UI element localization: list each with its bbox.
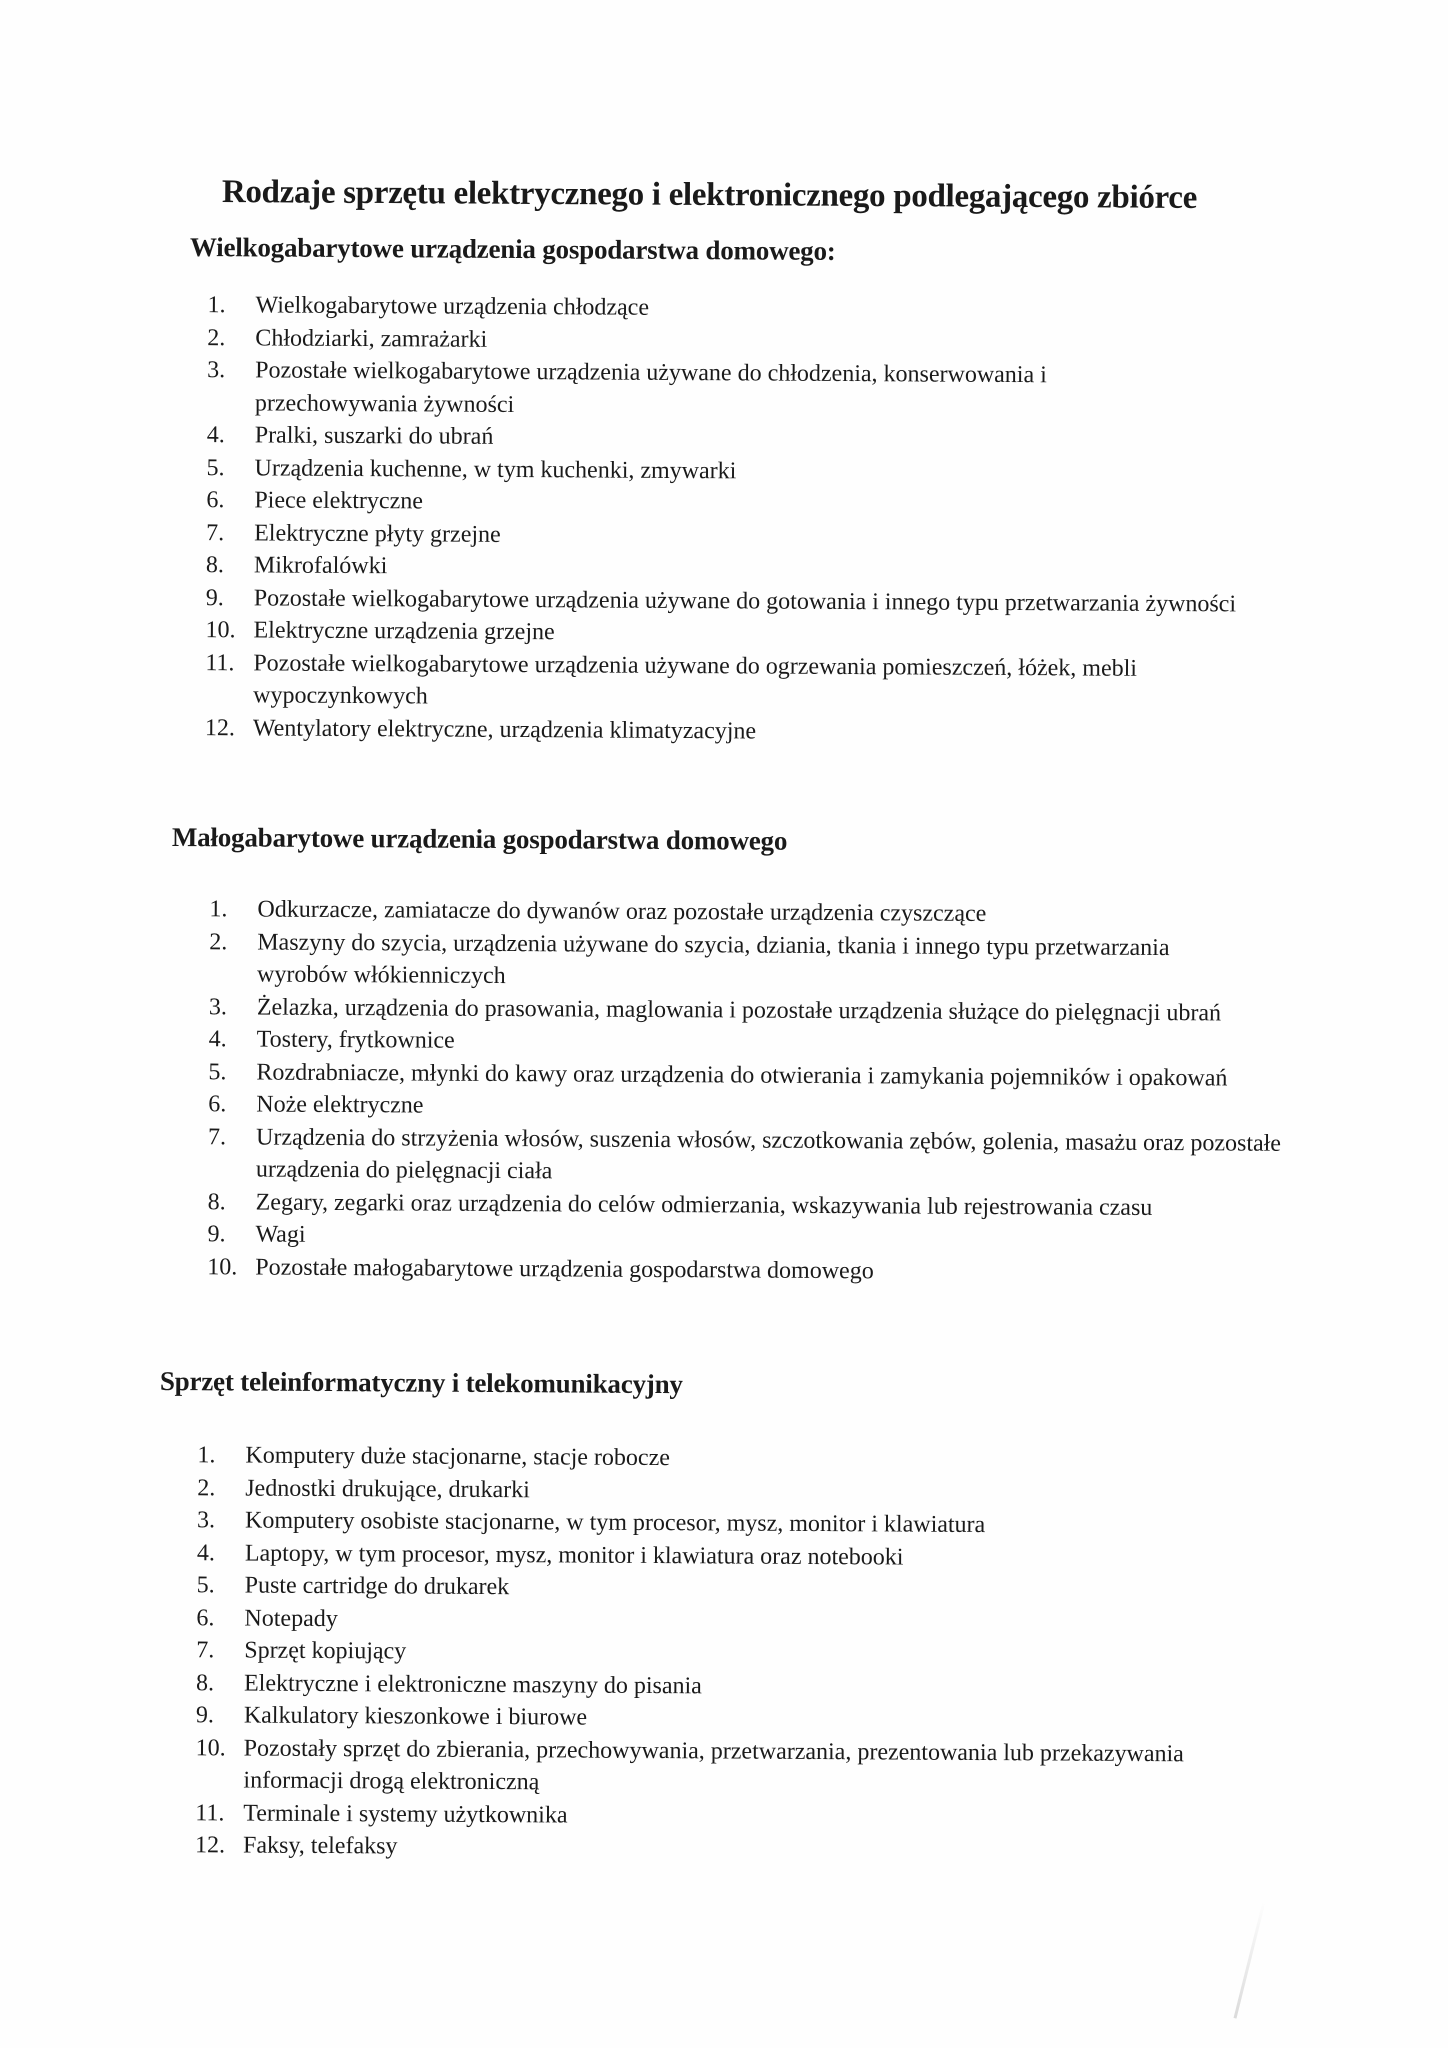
item-number: 1.	[207, 292, 226, 319]
item-text: Noże elektryczne	[256, 1091, 424, 1119]
item-number: 11.	[195, 1799, 225, 1826]
item-text: Jednostki drukujące, drukarki	[245, 1475, 530, 1503]
item-number: 12.	[194, 1832, 226, 1859]
item-text: Notepady	[244, 1605, 338, 1632]
item-text: Komputery duże stacjonarne, stacje robocze	[245, 1442, 671, 1472]
item-number: 12.	[204, 714, 236, 741]
item-number: 6.	[196, 1604, 215, 1631]
item-number: 9.	[205, 584, 224, 611]
item-list	[205, 289, 1268, 750]
item-number: 4.	[206, 422, 225, 449]
section-small-household-appliances	[169, 822, 1292, 1290]
section-heading: Małogabarytowe urządzenia gospodarstwa domowego	[171, 822, 788, 856]
item-number: 5.	[196, 1572, 215, 1599]
item-number: 7.	[206, 519, 225, 546]
item-text: Elektryczne urządzenia grzejne	[253, 617, 555, 646]
item-number: 6.	[208, 1091, 227, 1118]
item-text: Kalkulatory kieszonkowe i biurowe	[243, 1702, 588, 1731]
item-text: Pozostałe wielkogabarytowe urządzenia używane do gotowania i innego typu przetwarzania żywności	[253, 584, 1237, 617]
item-text: Zegary, zegarki oraz urządzenia do celów odmierzania, wskazywania lub rejestrowania czasu	[255, 1189, 1153, 1221]
item-number: 4.	[208, 1026, 227, 1053]
item-number: 2.	[209, 928, 228, 955]
item-text: Elektryczne i elektroniczne maszyny do pisania	[243, 1670, 702, 1699]
list-item	[195, 1732, 1243, 1803]
list-item	[205, 647, 1313, 719]
item-text: Rozdrabniacze, młynki do kawy oraz urządzenia do otwierania i zamykania pojemników i opakowań	[256, 1059, 1228, 1091]
item-text: Sprzęt kopiujący	[244, 1637, 407, 1665]
item-number: 10.	[207, 1253, 238, 1280]
item-number: 10.	[195, 1734, 226, 1761]
item-text: Piece elektryczne	[254, 487, 424, 515]
item-text: Laptopy, w tym procesor, mysz, monitor i klawiatura oraz notebooki	[244, 1540, 904, 1571]
item-number: 6.	[206, 487, 225, 514]
item-list	[195, 1439, 1258, 1868]
item-text: Tostery, frytkownice	[256, 1026, 455, 1054]
item-number: 8.	[207, 1188, 226, 1215]
item-number: 8.	[205, 552, 225, 579]
item-text: Wielkogabarytowe urządzenia chłodzące	[255, 292, 650, 321]
item-number: 2.	[197, 1474, 216, 1501]
item-text: Pozostały sprzęt do zbierania, przechowywania, przetwarzania, prezentowania lub przekazywania informacji drogą elektroniczną	[243, 1735, 1184, 1796]
item-number: 2.	[207, 324, 226, 351]
item-number: 9.	[207, 1221, 226, 1248]
list-item	[208, 1121, 1336, 1193]
item-text: Pozostałe wielkogabarytowe urządzenia używane do chłodzenia, konserwowania i przechowywania żywności	[254, 357, 1047, 418]
section-it-telecom-equipment	[157, 1366, 1280, 1868]
item-list	[207, 893, 1289, 1290]
item-number: 1.	[197, 1442, 216, 1469]
item-number: 8.	[195, 1669, 215, 1696]
item-text: Urządzenia kuchenne, w tym kuchenki, zmywarki	[254, 454, 737, 484]
item-number: 3.	[196, 1507, 216, 1534]
item-number: 9.	[195, 1702, 214, 1729]
item-text: Komputery osobiste stacjonarne, w tym procesor, mysz, monitor i klawiatura	[244, 1507, 986, 1539]
item-number: 4.	[196, 1539, 215, 1566]
item-number: 7.	[196, 1637, 215, 1664]
list-item	[207, 354, 1155, 425]
item-text: Żelazka, urządzenia do prasowania, maglowania i pozostałe urządzenia służące do pielęgnacji ubrań	[256, 994, 1222, 1026]
item-text: Mikrofalówki	[253, 552, 388, 580]
item-text: Urządzenia do strzyżenia włosów, suszenia włosów, szczotkowania zębów, golenia, masażu oraz pozostałe urządzenia do pielęgnacji ciała	[255, 1124, 1282, 1185]
item-number: 5.	[206, 454, 225, 481]
list-item	[195, 1829, 1255, 1868]
document-title: Rodzaje sprzętu elektrycznego i elektronicznego podlegającego zbiórce	[221, 174, 1198, 217]
item-number: 10.	[205, 617, 236, 644]
scan-artifact-mark	[1234, 1901, 1266, 2018]
item-number: 3.	[208, 993, 227, 1020]
section-heading: Sprzęt teleinformatyczny i telekomunikacyjny	[159, 1366, 683, 1400]
list-item	[207, 1251, 1287, 1290]
item-number: 3.	[207, 357, 226, 384]
item-text: Wagi	[255, 1221, 306, 1248]
item-text: Odkurzacze, zamiatacze do dywanów oraz pozostałe urządzenia czyszczące	[257, 896, 987, 927]
item-text: Puste cartridge do drukarek	[244, 1572, 510, 1601]
section-large-household-appliances	[187, 232, 1290, 751]
item-text: Wentylatory elektryczne, urządzenia klimatyzacyjne	[252, 714, 757, 744]
item-text: Elektryczne płyty grzejne	[254, 519, 501, 548]
item-text: Pozostałe wielkogabarytowe urządzenia używane do ogrzewania pomieszczeń, łóżek, mebli wypoczynkowych	[253, 649, 1138, 710]
item-number: 5.	[208, 1058, 227, 1085]
list-item	[209, 926, 1177, 997]
item-text: Pozostałe małogabarytowe urządzenia gospodarstwa domowego	[255, 1254, 874, 1284]
item-text: Faksy, telefaksy	[242, 1832, 398, 1860]
item-text: Terminale i systemy użytkownika	[243, 1800, 568, 1828]
item-text: Maszyny do szycia, urządzenia używane do szycia, dziania, tkania i innego typu przetwarzania wyrobów włókienniczych	[256, 929, 1170, 990]
section-heading: Wielkogabarytowe urządzenia gospodarstwa domowego:	[189, 232, 836, 266]
item-text: Chłodziarki, zamrażarki	[255, 324, 488, 353]
list-item	[205, 712, 1265, 751]
item-number: 7.	[207, 1123, 227, 1150]
item-number: 1.	[209, 896, 228, 923]
item-text: Pralki, suszarki do ubrań	[254, 422, 494, 450]
item-number: 11.	[205, 649, 235, 676]
